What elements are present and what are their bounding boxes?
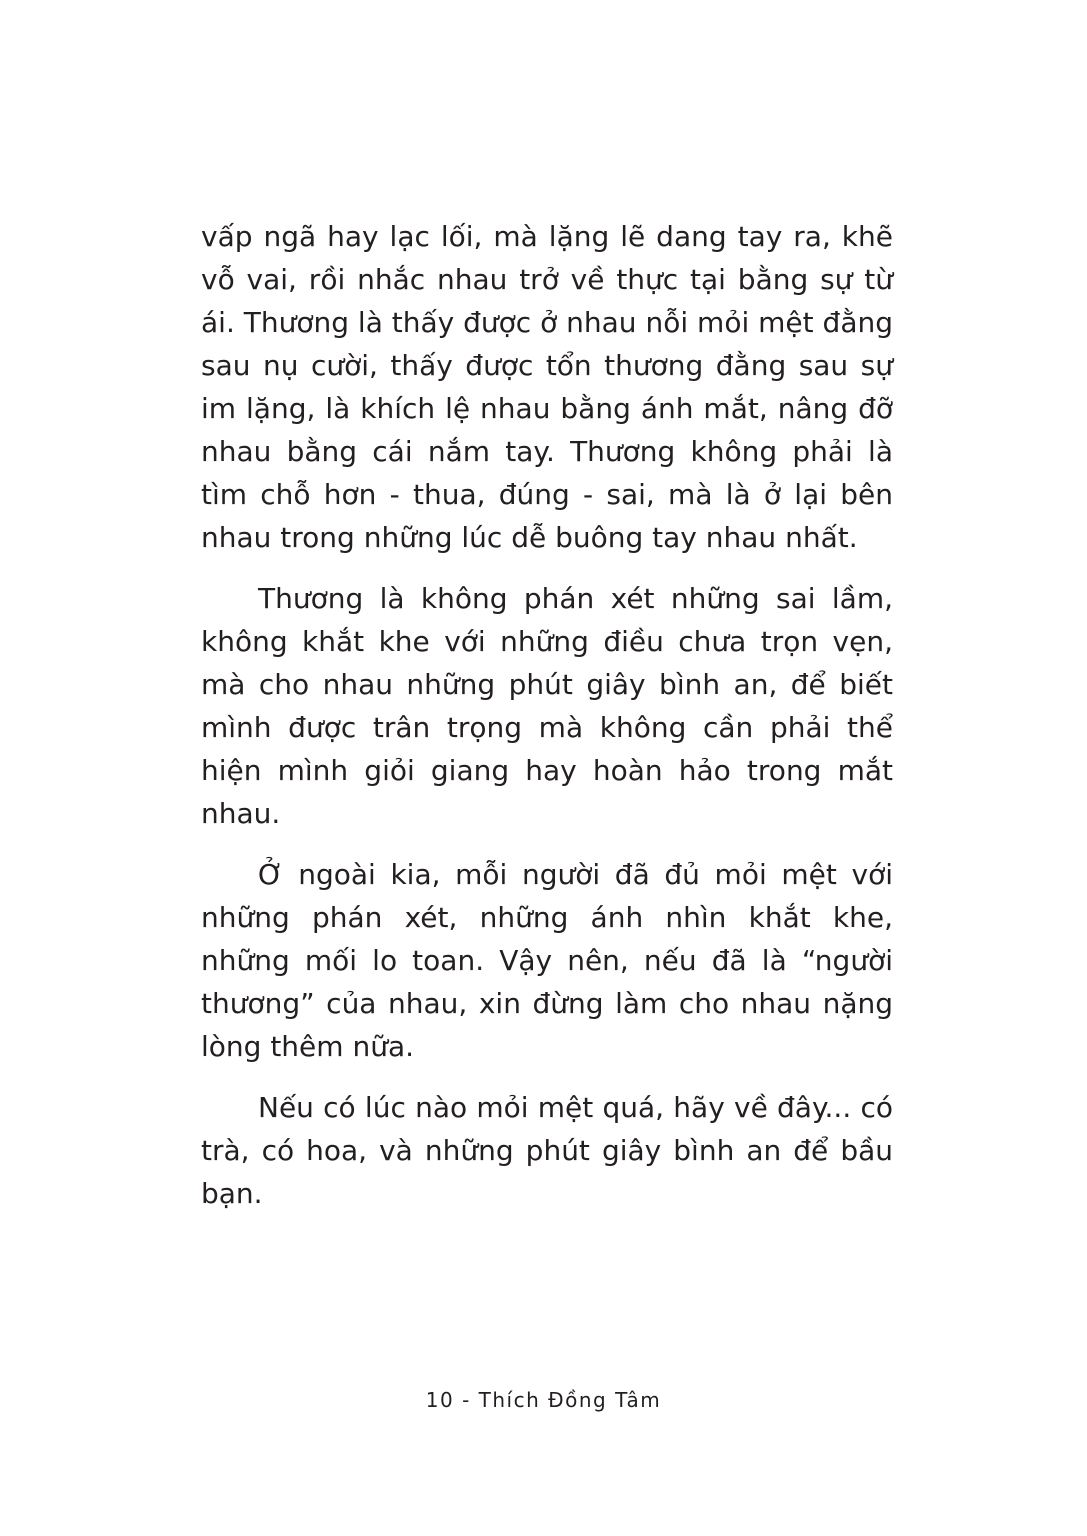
page-footer: 10 - Thích Đồng Tâm	[425, 1388, 662, 1412]
paragraph-2: Thương là không phán xét những sai lầm, không khắt khe với những điều chưa trọn vẹn, mà cho nhau những phút giây bình an, để biết mình được trân trọng mà không cần phải thể hiện mình giỏi giang hay hoàn hảo trong mắt nhau.	[201, 582, 893, 830]
paragraph-continuation: vấp ngã hay lạc lối, mà lặng lẽ dang tay ra, khẽ vỗ vai, rồi nhắc nhau trở về thực tại bằng sự từ ái. Thương là thấy được ở nhau nỗi mỏi mệt đằng sau nụ cười, thấy được tổn thương đằng sau sự im lặng, là khích lệ nhau bằng ánh mắt, nâng đỡ nhau bằng cái nắm tay. Thương không phải là tìm chỗ hơn - thua, đúng - sai, mà là ở lại bên nhau trong những lúc dễ buông tay nhau nhất.	[201, 220, 893, 554]
paragraph-3: Ở ngoài kia, mỗi người đã đủ mỏi mệt với những phán xét, những ánh nhìn khắt khe, những mối lo toan. Vậy nên, nếu đã là “người thương” của nhau, xin đừng làm cho nhau nặng lòng thêm nữa.	[201, 858, 893, 1063]
body-text	[201, 215, 893, 1215]
paragraph-4: Nếu có lúc nào mỏi mệt quá, hãy về đây... có trà, có hoa, và những phút giây bình an để bầu bạn.	[201, 1091, 893, 1210]
